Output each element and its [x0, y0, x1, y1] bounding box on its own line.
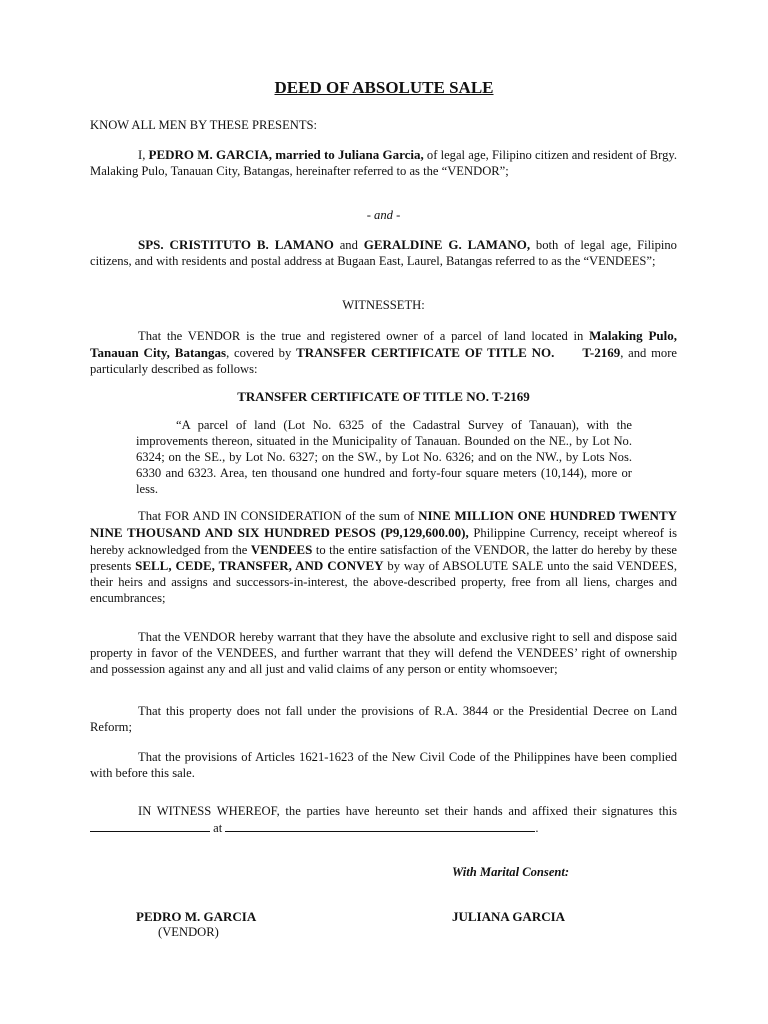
witness-paragraph: IN WITNESS WHEREOF, the parties have hereunto set their hands and affixed their signatures this at . — [90, 804, 677, 837]
consideration-paragraph: That FOR AND IN CONSIDERATION of the sum of NINE MILLION ONE HUNDRED TWENTY NINE THOUSAND AND SIX HUNDRED PESOS (P9,129,600.00), Philippine Currency, receipt whereof is hereby acknowledged from the VENDEES to the entire satisfaction of the VENDOR, the latter do hereby by these presents SELL, CEDE, TRANSFER, AND CONVEY by way of ABSOLUTE SALE unto the said VENDEES, their heirs and assigns and successors-in-interest, the above-described property, free from all liens, charges and encumbrances; — [90, 508, 678, 605]
land-reform-paragraph: That this property does not fall under the provisions of R.A. 3844 or the Presidential Decree on Land Reform; — [90, 704, 677, 734]
vendor-signatory-role: (VENDOR) — [158, 925, 219, 939]
amount: NINE MILLION ONE HUNDRED TWENTY NINE THOUSAND AND SIX HUNDRED PESOS (P9,129,600.00), — [90, 508, 678, 540]
vendor-paragraph: I, PEDRO M. GARCIA, married to Juliana Garcia, of legal age, Filipino citizen and resident of Brgy. Malaking Pulo, Tanauan City, Batangas, hereinafter referred to as the “VENDOR”; — [90, 147, 677, 178]
vendor-signatory-name: PEDRO M. GARCIA — [136, 909, 257, 924]
place-blank[interactable] — [225, 820, 535, 832]
witnesseth-heading: WITNESSETH: — [342, 298, 425, 312]
civil-code-paragraph: That the provisions of Articles 1621-1623 of the New Civil Code of the Philippines have been complied with before this sale. — [90, 750, 677, 780]
land-description: “A parcel of land (Lot No. 6325 of the Cadastral Survey of Tanauan), with the improvements thereon, situated in the Municipality of Tanauan. Bounded on the NE., by Lot No. 6324; on the SE., by Lot No. 6327; on the SW., by Lot No. 6326; and on the NW., by Lots Nos. 6330 and 6323. Area, ten thousand one hundred and forty-four square meters (10,144), more or less. — [136, 418, 632, 497]
vendees-paragraph: SPS. CRISTITUTO B. LAMANO and GERALDINE G. LAMANO, both of legal age, Filipino citizens, and with residents and postal address at Bugaan East, Laurel, Batangas referred to as the “VENDEES”; — [90, 237, 677, 268]
spouse-signatory-name: JULIANA GARCIA — [452, 909, 566, 924]
and-separator: - and - — [366, 208, 401, 222]
vendee-name-2: GERALDINE G. LAMANO, — [363, 237, 531, 252]
vendee-name-1: SPS. CRISTITUTO B. LAMANO — [138, 237, 334, 252]
owner-paragraph: That the VENDOR is the true and registered owner of a parcel of land located in Malaking Pulo, Tanauan City, Batangas, covered by TRANSFER CERTIFICATE OF TITLE NO. T-2169, and more particularly described as follows: — [90, 328, 677, 376]
warrant-paragraph: That the VENDOR hereby warrant that they have the absolute and exclusive right to sell and dispose said property in favor of the VENDEES, and further warrant that they will defend the VENDEES’ right of ownership and possession against any and all just and valid claims of any person or entity whomsoever; — [90, 630, 677, 676]
tct-heading: TRANSFER CERTIFICATE OF TITLE NO. T-2169 — [237, 389, 530, 404]
document-title: DEED OF ABSOLUTE SALE — [274, 78, 494, 97]
vendor-name: PEDRO M. GARCIA, married to Juliana Garcia, — [148, 147, 424, 162]
marital-consent-label: With Marital Consent: — [452, 865, 570, 879]
intro-line: KNOW ALL MEN BY THESE PRESENTS: — [90, 118, 318, 132]
date-blank[interactable] — [90, 820, 210, 832]
